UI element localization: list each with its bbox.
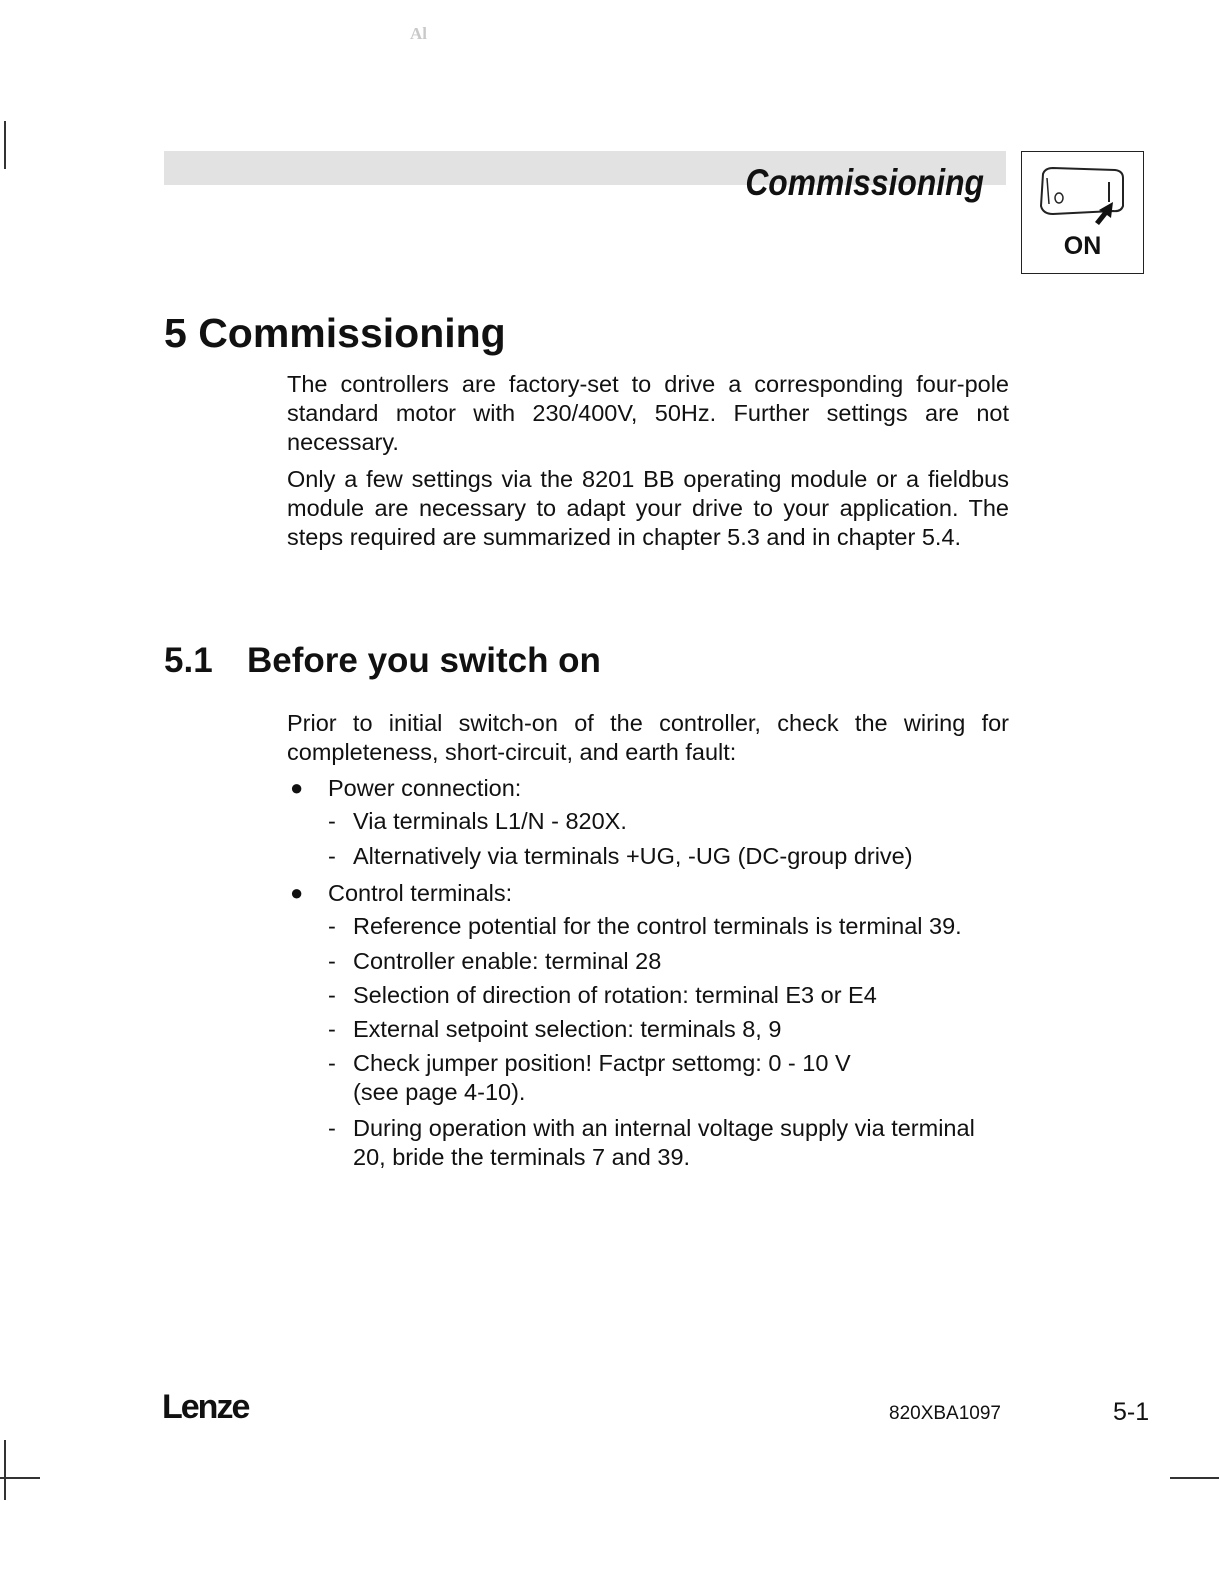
power-switch-icon: [1023, 156, 1143, 236]
bullet-label: Control terminals:: [328, 880, 513, 906]
dash-marker: -: [328, 808, 336, 834]
page-marker: Al: [410, 24, 427, 43]
dash-marker: -: [328, 1050, 336, 1076]
crop-mark: [4, 1440, 6, 1500]
list-item: Via terminals L1/N - 820X.: [353, 808, 627, 834]
bullet-label: Power connection:: [328, 775, 522, 801]
document-code: 820XBA1097: [889, 1403, 1001, 1424]
section-intro-text: Prior to initial switch-on of the controller, check the wiring for completeness, short-circuit, and earth fault:: [287, 710, 1009, 765]
section-number: 5.1: [164, 641, 213, 680]
list-item: Reference potential for the control terminals is terminal 39.: [353, 913, 962, 939]
page-number: 5-1: [1113, 1398, 1150, 1426]
dash-marker: -: [328, 1115, 336, 1141]
section-intro: [287, 709, 1009, 767]
intro-paragraph: Only a few settings via the 8201 BB operating module or a fieldbus module are necessary to adapt your drive to your application. The steps required are summarized in chapter 5.3 and in chapter 5.4.: [287, 466, 1009, 550]
chapter-heading: 5 Commissioning: [164, 310, 506, 356]
crop-mark: [1170, 1477, 1219, 1479]
crop-mark: [0, 1477, 40, 1479]
list-item: Selection of direction of rotation: terminal E3 or E4: [353, 982, 877, 1008]
section-title: Before you switch on: [247, 641, 601, 680]
dash-marker: -: [328, 913, 336, 939]
section-heading: [164, 641, 601, 681]
list-item-continuation: (see page 4-10).: [353, 1079, 526, 1105]
crop-mark: [4, 121, 6, 169]
list-item: Controller enable: terminal 28: [353, 948, 662, 974]
list-item: Check jumper position! Factpr settomg: 0 - 10 V: [353, 1050, 851, 1076]
list-item: During operation with an internal voltage supply via terminal 20, bride the terminals 7 and 39.: [353, 1115, 975, 1170]
list-item: External setpoint selection: terminals 8, 9: [353, 1016, 782, 1042]
bullet-icon: ●: [290, 880, 304, 905]
running-header-title: Commissioning: [745, 162, 984, 203]
intro-paragraph: The controllers are factory-set to drive a corresponding four-pole standard motor with 230/400V, 50Hz. Further settings are not necessary.: [287, 371, 1009, 455]
dash-marker: -: [328, 843, 336, 869]
lenze-logo: Lenze: [162, 1388, 249, 1426]
on-label: ON: [1063, 232, 1102, 260]
on-switch-badge: [1021, 151, 1144, 274]
dash-marker: -: [328, 1016, 336, 1042]
chapter-intro: [287, 370, 1009, 552]
list-item: Alternatively via terminals +UG, -UG (DC-group drive): [353, 843, 913, 869]
bullet-icon: ●: [290, 775, 304, 800]
dash-marker: -: [328, 948, 336, 974]
dash-marker: -: [328, 982, 336, 1008]
